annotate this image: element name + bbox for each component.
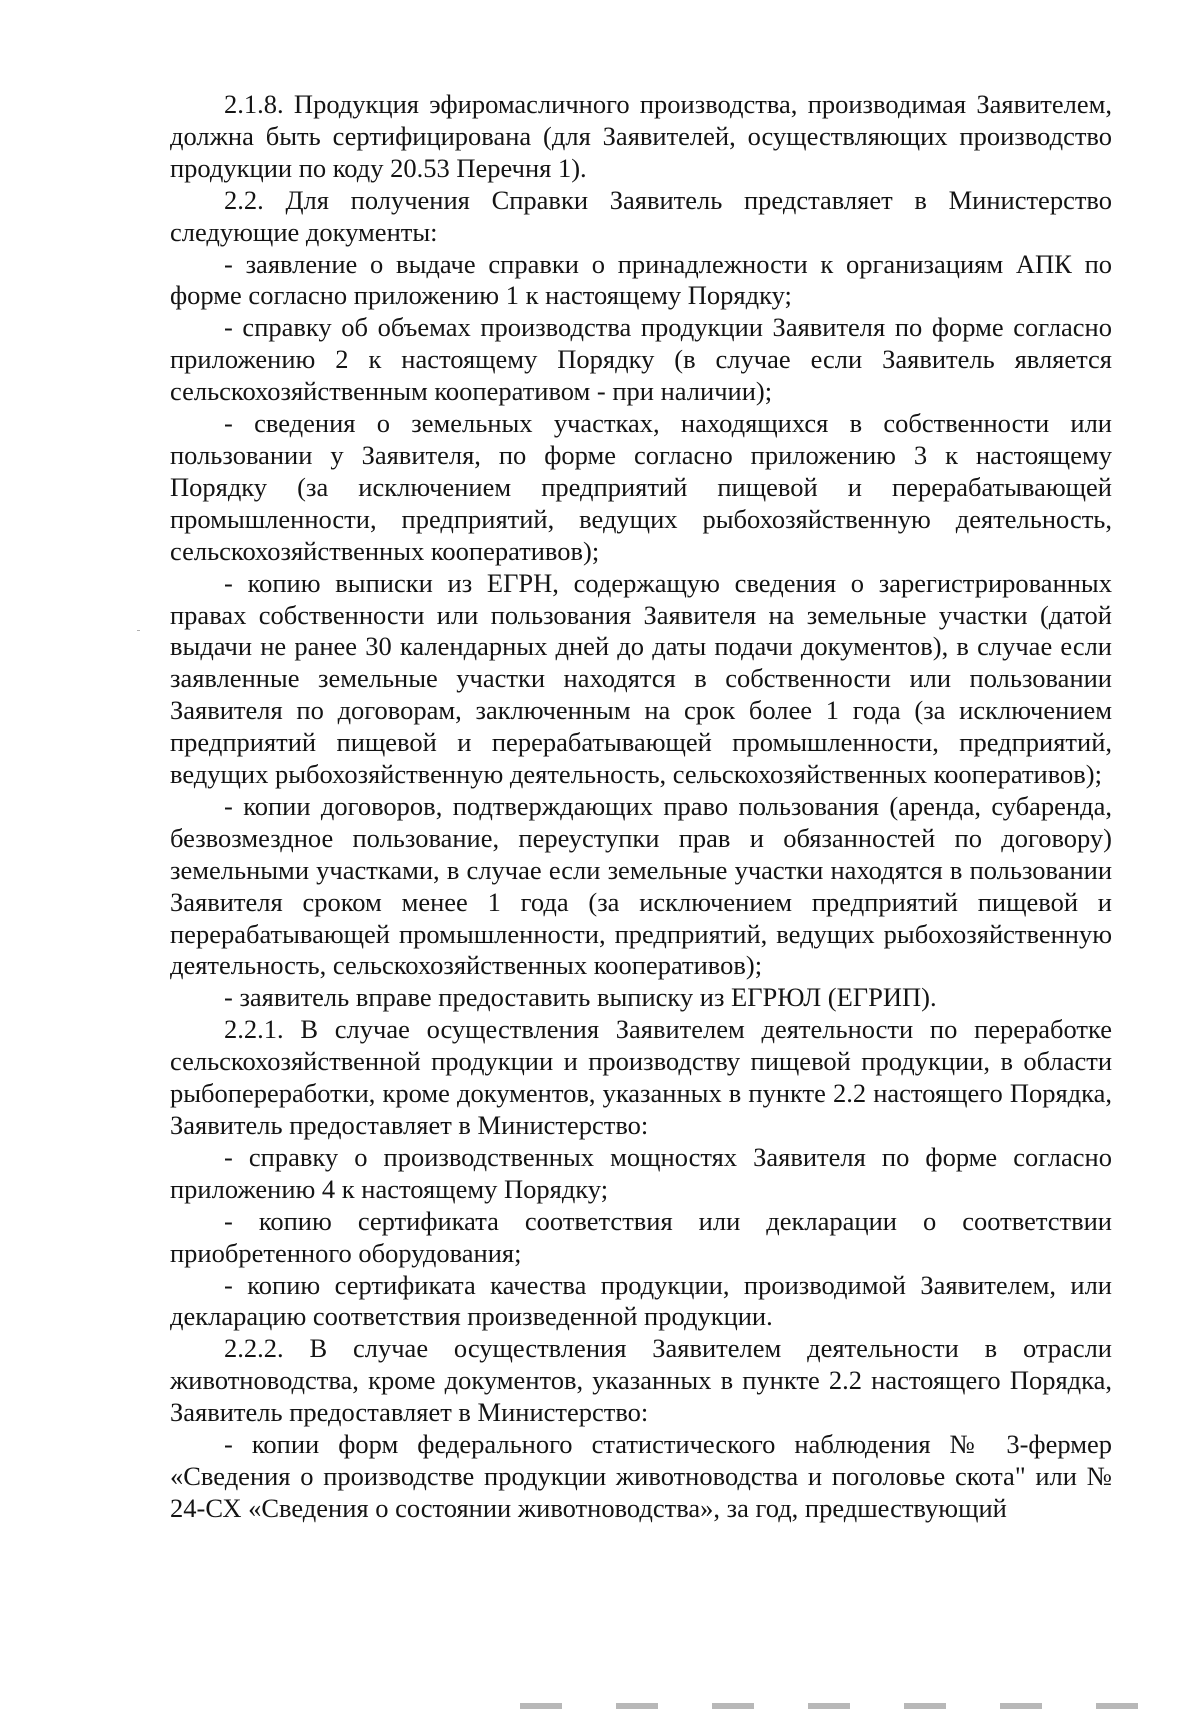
list-item-egrul-extract: - заявитель вправе предоставить выписку из ЕГРЮЛ (ЕГРИП).	[224, 982, 937, 1013]
paragraph-2-2-2: 2.2.2. В случае осуществления Заявителем деятельности в отрасли животноводства, кроме документов, указанных в пункте 2.2 настоящего Порядка, Заявитель предоставляет в Министерство:	[170, 1333, 1112, 1428]
list-item-egrn-extract: - копию выписки из ЕГРН, содержащую сведения о зарегистрированных правах собственности или пользования Заявителя на земельные участки (датой выдачи не ранее 30 календарных дней до даты подачи документов), в случае если заявленные земельные участки находятся в собственности или пользовании Заявителя по договорам, заключенным на срок более 1 года (за исключением предприятий пищевой и перерабатывающей промышленности, предприятий, ведущих рыбохозяйственную деятельность, сельскохозяйственных кооперативов);	[170, 567, 1112, 790]
scan-bottom-edge	[520, 1703, 1160, 1709]
list-item-equipment-certificate: - копию сертификата соответствия или декларации о соответствии приобретенного оборудования;	[170, 1205, 1112, 1268]
list-item-application: - заявление о выдаче справки о принадлежности к организациям АПК по форме согласно приложению 1 к настоящему Порядку;	[170, 248, 1112, 311]
paragraph-2-2: 2.2. Для получения Справки Заявитель представляет в Министерство следующие документы:	[170, 184, 1112, 247]
list-item-capacity: - справку о производственных мощностях Заявителя по форме согласно приложению 4 к настоящему Порядку;	[170, 1141, 1112, 1204]
list-item-land-plots: - сведения о земельных участках, находящихся в собственности или пользовании у Заявителя, по форме согласно приложению 3 к настоящему Порядку (за исключением предприятий пищевой и перерабатывающей промышленности, предприятий, ведущих рыбохозяйственную деятельность, сельскохозяйственных кооперативов);	[170, 408, 1112, 566]
document-body	[170, 89, 1112, 1525]
list-item-production-volume: - справку об объемах производства продукции Заявителя по форме согласно приложению 2 к настоящему Порядку (в случае если Заявитель является сельскохозяйственным кооперативом - при наличии);	[170, 312, 1112, 407]
list-item-statistical-forms: - копии форм федерального статистического наблюдения № 3-фермер «Сведения о производстве продукции животноводства и поголовье скота" или № 24-СХ «Сведения о состоянии животноводства», за год, предшествующий	[170, 1429, 1112, 1523]
scan-speck	[137, 630, 140, 631]
list-item-quality-certificate: - копию сертификата качества продукции, производимой Заявителем, или декларацию соответствия произведенной продукции.	[170, 1269, 1112, 1332]
list-item-lease-contracts: - копии договоров, подтверждающих право пользования (аренда, субаренда, безвозмездное пользование, переуступки прав и обязанностей по договору) земельными участками, в случае если земельные участки находятся в пользовании Заявителя сроком менее 1 года (за исключением предприятий пищевой и перерабатывающей промышленности, предприятий, ведущих рыбохозяйственную деятельность, сельскохозяйственных кооперативов);	[170, 790, 1112, 981]
paragraph-2-1-8: 2.1.8. Продукция эфиромасличного производства, производимая Заявителем, должна быть сертифицирована (для Заявителей, осуществляющих производство продукции по коду 20.53 Перечня 1).	[170, 89, 1112, 183]
paragraph-2-2-1: 2.2.1. В случае осуществления Заявителем деятельности по переработке сельскохозяйственной продукции и производству пищевой продукции, в области рыбопереработки, кроме документов, указанных в пункте 2.2 настоящего Порядка, Заявитель предоставляет в Министерство:	[170, 1014, 1112, 1140]
